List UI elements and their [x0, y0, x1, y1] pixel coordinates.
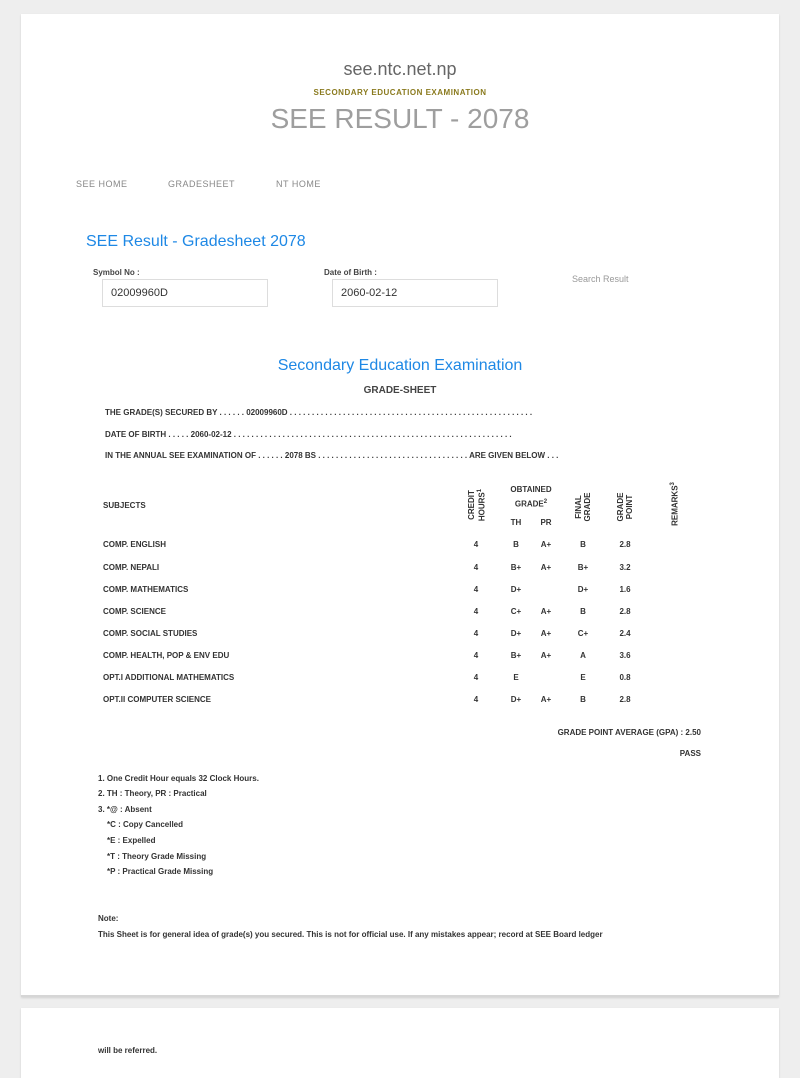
- header-remarks: [669, 479, 679, 529]
- header-final-grade: [574, 489, 592, 525]
- row-th: D+: [510, 695, 522, 704]
- table-row: [21, 651, 779, 667]
- row-subject: COMP. ENGLISH: [103, 540, 166, 549]
- header-hours-sup: 1: [477, 488, 483, 493]
- exam-line: IN THE ANNUAL SEE EXAMINATION OF . . . . . . 2078 BS . . . . . . . . . . . . . . . . . . . . . . . . . . . . . . . . . . ARE GIVEN BELOW . . .: [105, 451, 559, 460]
- row-final: B: [580, 695, 586, 704]
- footnote-1: 1. One Credit Hour equals 32 Clock Hours.: [98, 774, 259, 783]
- row-final: A: [580, 651, 586, 660]
- note-continued: will be referred.: [98, 1046, 158, 1055]
- table-row: [21, 540, 779, 556]
- row-credit: 4: [473, 563, 479, 572]
- row-credit: 4: [473, 540, 479, 549]
- header-credit: CREDIT: [467, 490, 476, 520]
- row-gp: 3.2: [619, 563, 631, 572]
- header-pr: PR: [540, 518, 552, 527]
- header-gp-grade: GRADE: [616, 492, 625, 522]
- footnote-expelled: *E : Expelled: [107, 836, 156, 845]
- dob-label: Date of Birth :: [324, 268, 377, 277]
- row-final: B+: [577, 563, 589, 572]
- row-th: D+: [510, 629, 522, 638]
- row-gp: 2.8: [619, 695, 631, 704]
- row-subject: COMP. SOCIAL STUDIES: [103, 629, 198, 638]
- table-row: [21, 563, 779, 579]
- row-th: D+: [510, 585, 522, 594]
- dob-line: DATE OF BIRTH . . . . . 2060-02-12 . . . . . . . . . . . . . . . . . . . . . . . . . . . . . . . . . . . . . . . . . . . . . . . . . . . . . . . . . . . . . . .: [105, 430, 512, 439]
- row-th: C+: [510, 607, 522, 616]
- row-credit: 4: [473, 585, 479, 594]
- header-credit-hours: [467, 485, 485, 525]
- row-credit: 4: [473, 607, 479, 616]
- row-pr: A+: [540, 629, 552, 638]
- row-gp: 1.6: [619, 585, 631, 594]
- header-obtained-grade: [501, 484, 561, 511]
- row-credit: 4: [473, 695, 479, 704]
- result-title: SEE RESULT - 2078: [270, 103, 530, 134]
- row-th: B: [513, 540, 519, 549]
- row-subject: COMP. MATHEMATICS: [103, 585, 189, 594]
- row-pr: A+: [540, 607, 552, 616]
- row-gp: 3.6: [619, 651, 631, 660]
- row-subject: COMP. NEPALI: [103, 563, 160, 572]
- result-status: PASS: [679, 749, 701, 758]
- table-row: [21, 585, 779, 601]
- row-th: B+: [510, 563, 522, 572]
- header-grade-point: [616, 489, 634, 525]
- dob-input[interactable]: 2060-02-12: [332, 279, 498, 307]
- sheet-title: Secondary Education Examination: [277, 357, 523, 374]
- gradesheet-card: [21, 14, 779, 997]
- row-th: E: [513, 673, 519, 682]
- nav-nt-home[interactable]: NT HOME: [276, 179, 321, 189]
- header-gp-point: POINT: [625, 494, 634, 520]
- row-pr: A+: [540, 651, 552, 660]
- header-hours: HOURS: [477, 492, 487, 522]
- row-pr: A+: [540, 540, 552, 549]
- secured-by-line: THE GRADE(S) SECURED BY . . . . . . 02009960D . . . . . . . . . . . . . . . . . . . . . . . . . . . . . . . . . . . . . . . . . . . . . . . . . . . . . . .: [105, 408, 533, 417]
- row-gp: 2.8: [619, 540, 631, 549]
- row-credit: 4: [473, 673, 479, 682]
- header-final: FINAL: [574, 495, 583, 519]
- row-credit: 4: [473, 651, 479, 660]
- row-th: B+: [510, 651, 522, 660]
- note-label: Note:: [98, 914, 119, 923]
- row-pr: A+: [540, 563, 552, 572]
- header-obtained: OBTAINED: [510, 485, 552, 494]
- footnote-theory-missing: *T : Theory Grade Missing: [107, 852, 207, 861]
- row-subject: OPT.II COMPUTER SCIENCE: [103, 695, 212, 704]
- table-row: [21, 695, 779, 711]
- header-final-grade-text: GRADE: [583, 492, 592, 522]
- row-pr: A+: [540, 695, 552, 704]
- header-subjects: SUBJECTS: [103, 501, 146, 510]
- row-gp: 2.4: [619, 629, 631, 638]
- header-remarks-text: REMARKS: [670, 485, 680, 526]
- symbol-label: Symbol No :: [93, 268, 140, 277]
- table-row: [21, 607, 779, 623]
- form-title: SEE Result - Gradesheet 2078: [86, 233, 306, 250]
- search-result-button[interactable]: Search Result: [572, 274, 629, 284]
- footnote-practical-missing: *P : Practical Grade Missing: [107, 867, 214, 876]
- footnote-3: 3. *@ : Absent: [98, 805, 152, 814]
- note-text: This Sheet is for general idea of grade(s) you secured. This is not for official use. If any mistakes appear; record at SEE Board ledger: [98, 930, 603, 939]
- row-final: B: [580, 540, 586, 549]
- sheet-subtitle: GRADE-SHEET: [363, 385, 437, 396]
- nav-see-home[interactable]: SEE HOME: [76, 179, 128, 189]
- header-grade: GRADE: [514, 499, 544, 509]
- row-gp: 2.8: [619, 607, 631, 616]
- site-name: see.ntc.net.np: [343, 59, 457, 79]
- row-final: D+: [577, 585, 589, 594]
- nav-gradesheet[interactable]: GRADESHEET: [168, 179, 236, 189]
- footnote-2: 2. TH : Theory, PR : Practical: [98, 789, 207, 798]
- row-subject: OPT.I ADDITIONAL MATHEMATICS: [103, 673, 235, 682]
- exam-name: SECONDARY EDUCATION EXAMINATION: [313, 88, 487, 97]
- header-remarks-sup: 3: [670, 482, 676, 486]
- continuation-card: [21, 1008, 779, 1078]
- gpa: GRADE POINT AVERAGE (GPA) : 2.50: [557, 728, 701, 737]
- table-row: [21, 629, 779, 645]
- row-gp: 0.8: [619, 673, 631, 682]
- row-credit: 4: [473, 629, 479, 638]
- footnote-copy-cancelled: *C : Copy Cancelled: [107, 820, 184, 829]
- table-row: [21, 673, 779, 689]
- row-final: C+: [577, 629, 589, 638]
- symbol-input[interactable]: 02009960D: [102, 279, 268, 307]
- row-final: E: [580, 673, 586, 682]
- row-subject: COMP. SCIENCE: [103, 607, 166, 616]
- row-final: B: [580, 607, 586, 616]
- header-th: TH: [510, 518, 522, 527]
- header-grade-sup: 2: [543, 499, 548, 505]
- row-subject: COMP. HEALTH, POP & ENV EDU: [103, 651, 230, 660]
